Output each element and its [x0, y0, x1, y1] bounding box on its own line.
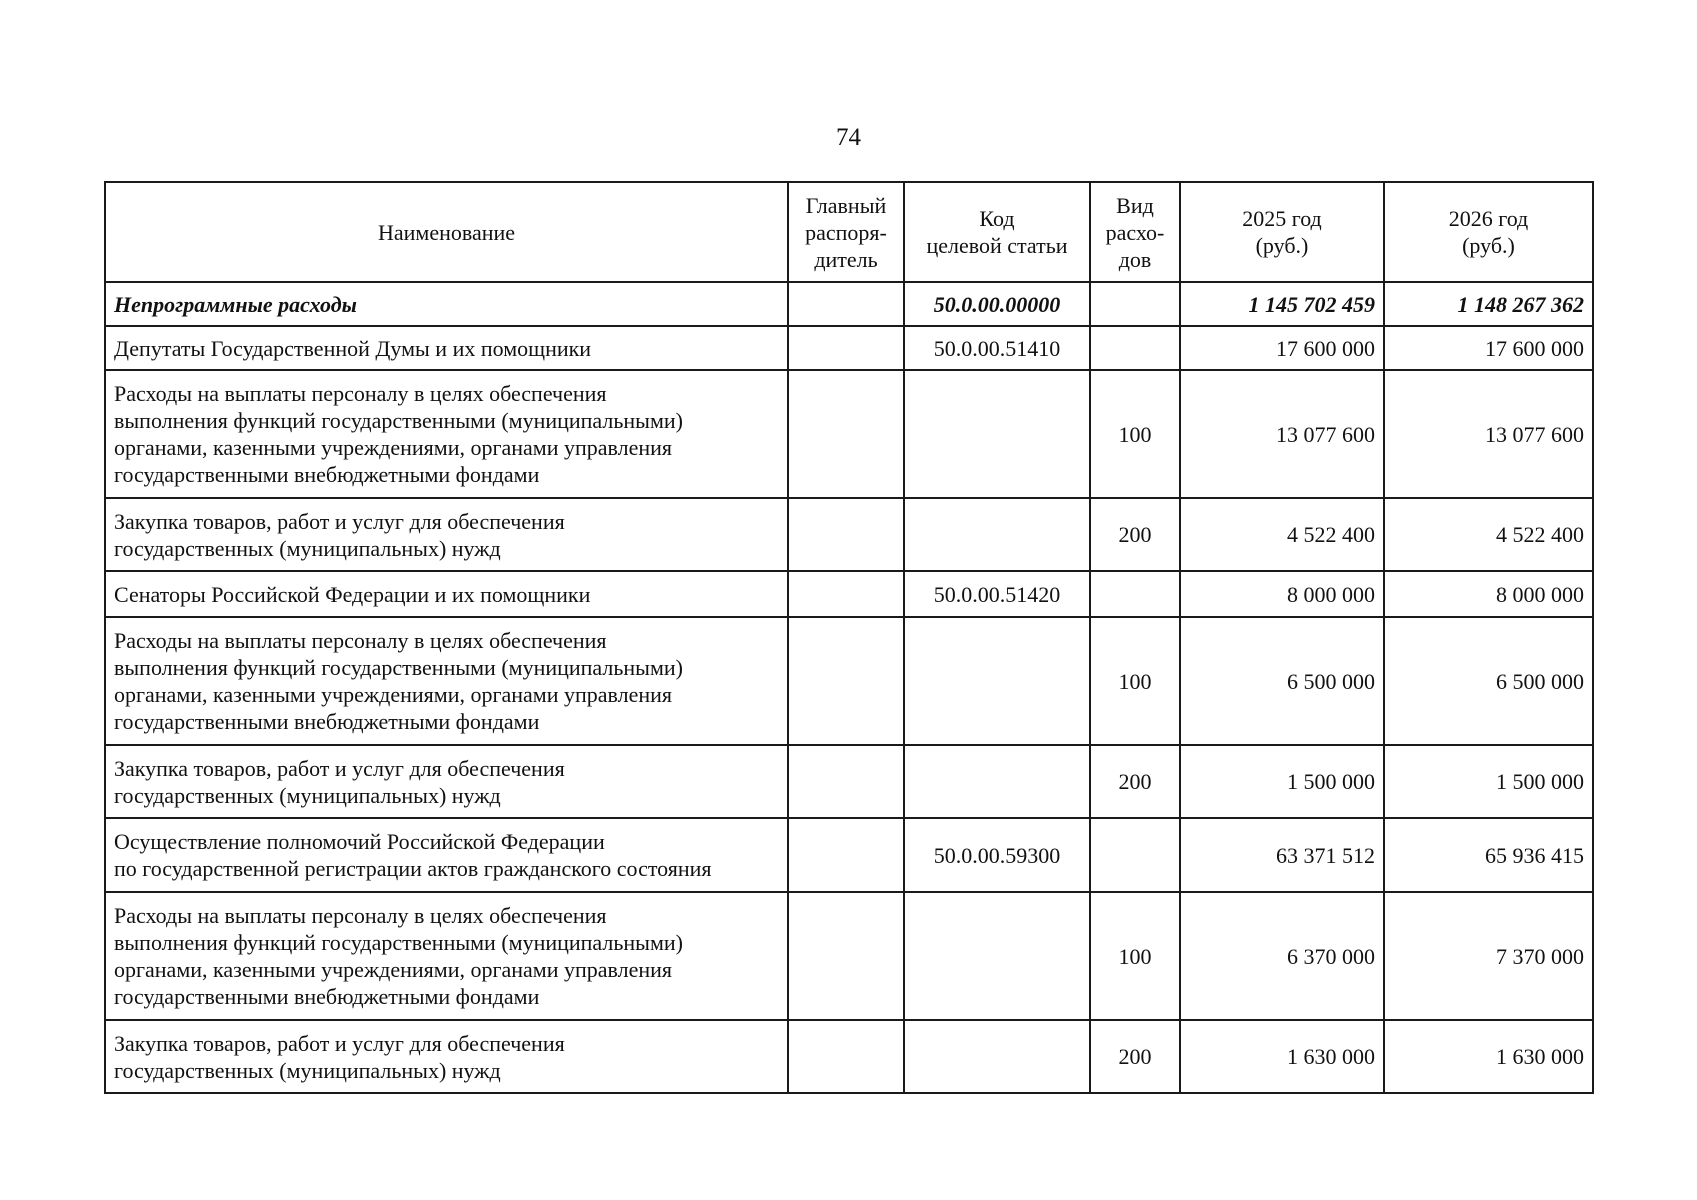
header-name: Наименование: [105, 182, 788, 282]
cell-expense-type: 200: [1090, 498, 1180, 571]
cell-code: [904, 498, 1090, 571]
budget-table: [104, 181, 1594, 1094]
header-admin: Главный распоря- дитель: [788, 182, 904, 282]
cell-2025: 1 500 000: [1180, 745, 1384, 818]
cell-code: 50.0.00.59300: [904, 818, 1090, 892]
cell-2025: 6 370 000: [1180, 892, 1384, 1020]
cell-admin: [788, 498, 904, 571]
cell-admin: [788, 571, 904, 617]
header-expense-type: Вид расхо- дов: [1090, 182, 1180, 282]
cell-admin: [788, 326, 904, 370]
cell-name: Закупка товаров, работ и услуг для обеспечения государственных (муниципальных) нужд: [105, 498, 788, 571]
cell-admin: [788, 282, 904, 326]
table-row: [105, 498, 1593, 571]
table-row: [105, 282, 1593, 326]
table-row: [105, 617, 1593, 745]
cell-2025: 63 371 512: [1180, 818, 1384, 892]
cell-code: 50.0.00.51410: [904, 326, 1090, 370]
cell-expense-type: [1090, 326, 1180, 370]
cell-admin: [788, 1020, 904, 1093]
cell-expense-type: [1090, 818, 1180, 892]
cell-2025: 1 630 000: [1180, 1020, 1384, 1093]
cell-2026: 17 600 000: [1384, 326, 1593, 370]
cell-expense-type: [1090, 571, 1180, 617]
cell-code: [904, 1020, 1090, 1093]
cell-name: Закупка товаров, работ и услуг для обеспечения государственных (муниципальных) нужд: [105, 745, 788, 818]
cell-2025: 4 522 400: [1180, 498, 1384, 571]
cell-expense-type: 200: [1090, 745, 1180, 818]
cell-code: 50.0.00.00000: [904, 282, 1090, 326]
table-row: [105, 892, 1593, 1020]
table-row: [105, 571, 1593, 617]
cell-admin: [788, 892, 904, 1020]
cell-2026: 1 630 000: [1384, 1020, 1593, 1093]
cell-admin: [788, 818, 904, 892]
cell-name: Закупка товаров, работ и услуг для обеспечения государственных (муниципальных) нужд: [105, 1020, 788, 1093]
cell-2026: 8 000 000: [1384, 571, 1593, 617]
cell-2025: 13 077 600: [1180, 370, 1384, 498]
cell-name: Расходы на выплаты персоналу в целях обеспечения выполнения функций государственными (муниципальными) органами, казенными учреждениями, органами управления государственными внебюджетными фондами: [105, 892, 788, 1020]
cell-2026: 1 148 267 362: [1384, 282, 1593, 326]
cell-name: Депутаты Государственной Думы и их помощники: [105, 326, 788, 370]
table-row: [105, 1020, 1593, 1093]
cell-name: Осуществление полномочий Российской Федерации по государственной регистрации актов гражданского состояния: [105, 818, 788, 892]
cell-expense-type: 100: [1090, 892, 1180, 1020]
cell-name: Расходы на выплаты персоналу в целях обеспечения выполнения функций государственными (муниципальными) органами, казенными учреждениями, органами управления государственными внебюджетными фондами: [105, 370, 788, 498]
cell-2025: 8 000 000: [1180, 571, 1384, 617]
cell-name: Непрограммные расходы: [105, 282, 788, 326]
cell-expense-type: [1090, 282, 1180, 326]
cell-admin: [788, 745, 904, 818]
header-code: Код целевой статьи: [904, 182, 1090, 282]
table-row: [105, 326, 1593, 370]
cell-expense-type: 100: [1090, 617, 1180, 745]
header-2025: 2025 год (руб.): [1180, 182, 1384, 282]
table-row: [105, 370, 1593, 498]
cell-admin: [788, 370, 904, 498]
cell-code: 50.0.00.51420: [904, 571, 1090, 617]
cell-2025: 6 500 000: [1180, 617, 1384, 745]
cell-2026: 4 522 400: [1384, 498, 1593, 571]
cell-2026: 13 077 600: [1384, 370, 1593, 498]
table-row: [105, 818, 1593, 892]
cell-admin: [788, 617, 904, 745]
page-number: 74: [836, 124, 861, 151]
cell-code: [904, 745, 1090, 818]
cell-expense-type: 200: [1090, 1020, 1180, 1093]
cell-code: [904, 617, 1090, 745]
cell-2026: 1 500 000: [1384, 745, 1593, 818]
cell-expense-type: 100: [1090, 370, 1180, 498]
table-header-row: [105, 182, 1593, 282]
cell-2025: 17 600 000: [1180, 326, 1384, 370]
cell-2026: 6 500 000: [1384, 617, 1593, 745]
cell-code: [904, 370, 1090, 498]
table-row: [105, 745, 1593, 818]
cell-2026: 7 370 000: [1384, 892, 1593, 1020]
cell-2025: 1 145 702 459: [1180, 282, 1384, 326]
cell-name: Сенаторы Российской Федерации и их помощники: [105, 571, 788, 617]
cell-name: Расходы на выплаты персоналу в целях обеспечения выполнения функций государственными (муниципальными) органами, казенными учреждениями, органами управления государственными внебюджетными фондами: [105, 617, 788, 745]
cell-2026: 65 936 415: [1384, 818, 1593, 892]
header-2026: 2026 год (руб.): [1384, 182, 1593, 282]
cell-code: [904, 892, 1090, 1020]
